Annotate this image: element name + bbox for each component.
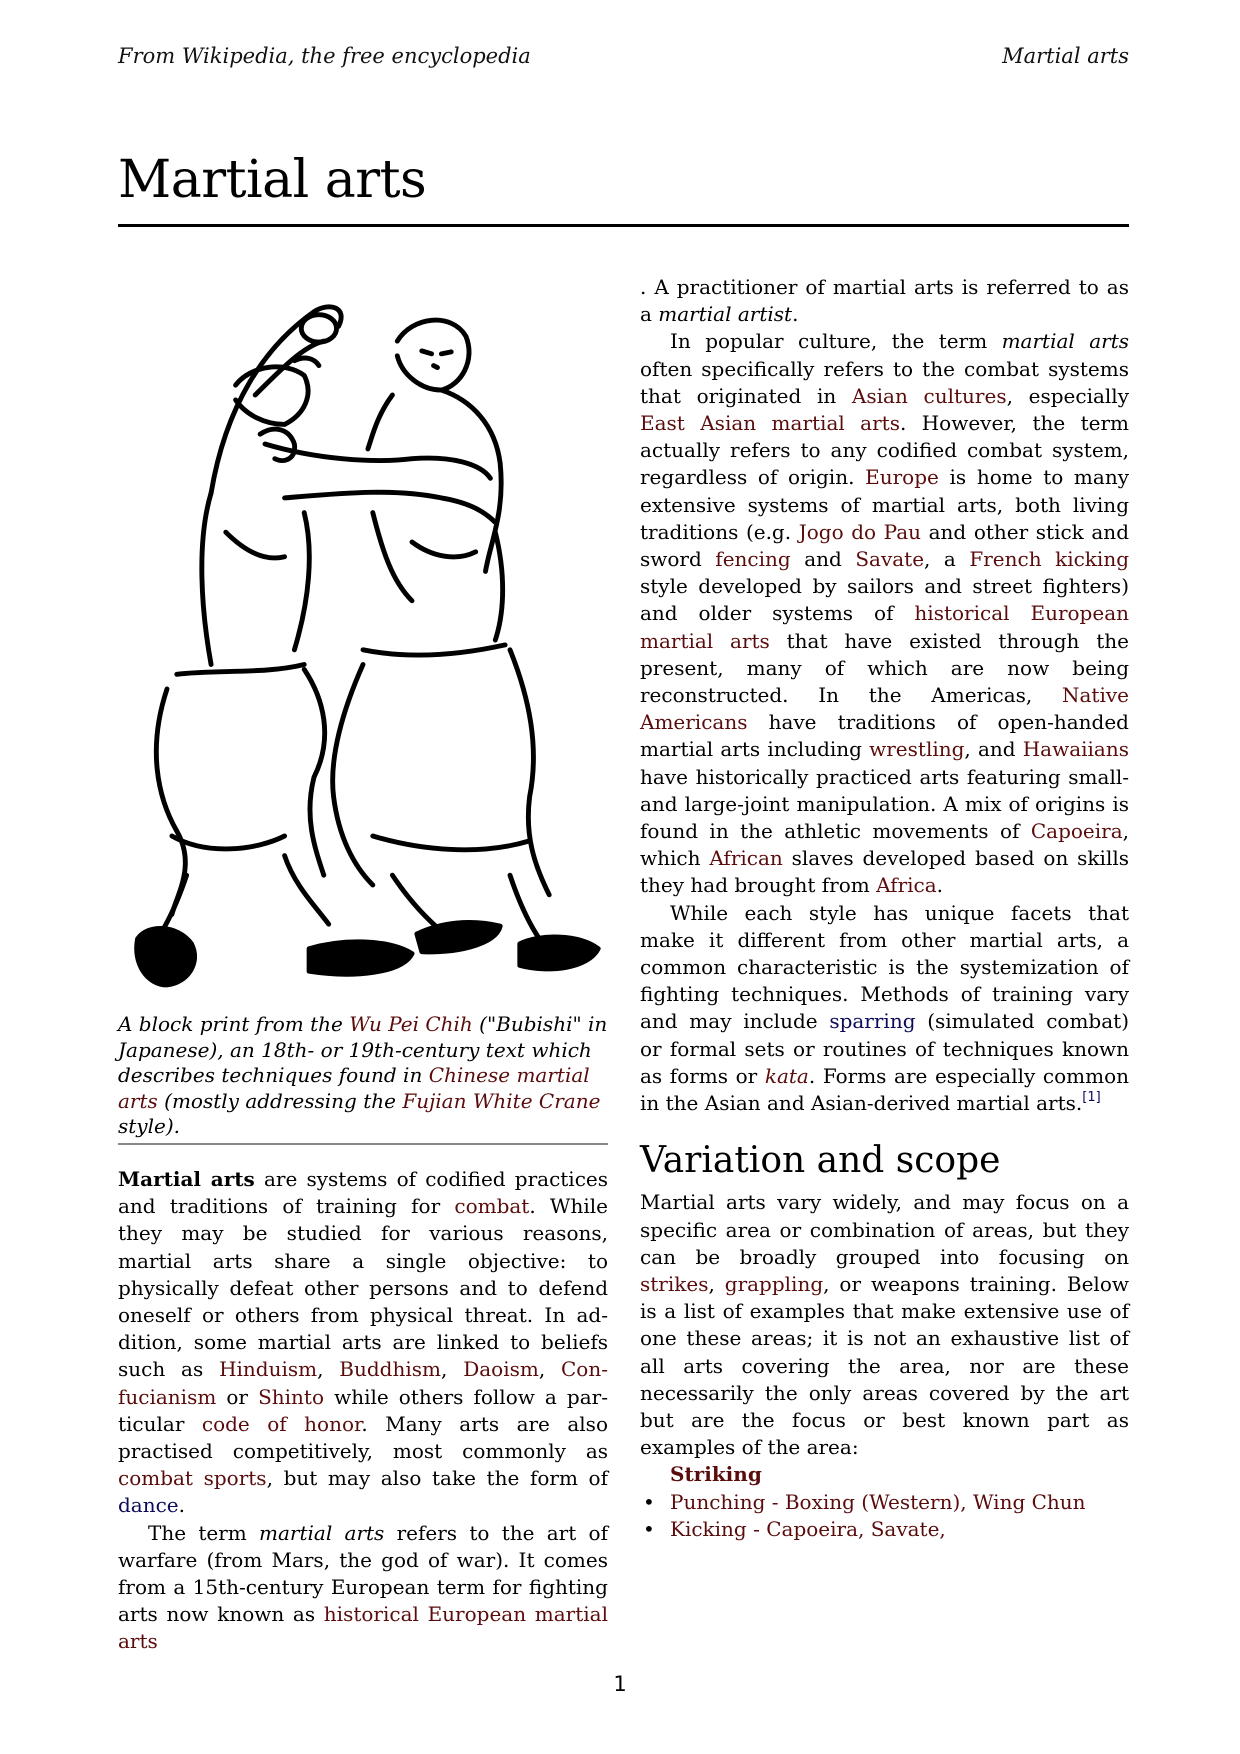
text: , or weapons training. Below is a list of examples that make extensive use of one these areas; it is not an exhaustive list of all arts covering the area, nor are these necessarily the only areas covered by the art but are the focus or best known part as examples of the area: xyxy=(640,1271,1129,1460)
link-historical-european-martial-arts-2[interactable]: historical European martial arts xyxy=(640,601,1129,653)
link-confucianism[interactable]: Confucianism xyxy=(118,1357,608,1409)
citation-link[interactable]: [1] xyxy=(1082,1090,1101,1106)
text: have traditions of open-handed martial arts including xyxy=(640,710,1129,762)
list-item-text: Kicking - Capoeira, Savate, xyxy=(670,1516,946,1541)
content-column-right xyxy=(640,274,1129,1543)
link-east-asian-martial-arts[interactable]: East Asian martial arts xyxy=(640,411,900,436)
section-heading-variation-and-scope: Variation and scope xyxy=(640,1140,1001,1182)
link-combat[interactable]: combat xyxy=(454,1194,530,1219)
text: , xyxy=(441,1357,464,1382)
text: or xyxy=(216,1384,259,1409)
text: Martial arts vary widely, and may focus on a specific area or combination of areas, but they can be broadly grouped into focusing on xyxy=(640,1190,1129,1269)
text: , a xyxy=(924,547,970,572)
text: While each style has unique facets that make it different from other martial arts, a common characteristic is the systemization of fighting techniques. Methods of training vary and may include xyxy=(640,900,1129,1034)
text: style developed by sailors and street fighters) and older systems of xyxy=(640,574,1129,626)
intro-paragraph-3 xyxy=(640,328,1129,899)
page-title: Martial arts xyxy=(118,150,427,210)
text: (simulated combat) or formal sets or routines of techniques known as forms or xyxy=(640,1009,1130,1088)
text: . Forms are especially common in the Asian and Asian-derived martial arts. xyxy=(640,1063,1130,1116)
caption-text: (mostly addressing the xyxy=(157,1088,403,1113)
intro-paragraph-1 xyxy=(118,1166,608,1520)
text: . Many arts are also practised competitively, most commonly as xyxy=(118,1411,608,1464)
header-article-title: Martial arts xyxy=(1002,44,1129,68)
intro-column-left xyxy=(118,1166,608,1656)
intro-paragraph-2-continued xyxy=(640,274,1129,328)
text: . While they may be studied for various reasons, martial arts share a single objective: to physically defeat other persons and to defend oneself or others from physical threat. In addition, some martial arts are linked to beliefs such as xyxy=(118,1194,609,1382)
bullet-icon: • xyxy=(643,1489,655,1514)
text: , xyxy=(538,1357,561,1382)
caption-text: style). xyxy=(118,1114,180,1138)
link-code-of-honor[interactable]: code of honor xyxy=(201,1411,362,1436)
intro-paragraph-4 xyxy=(640,900,1129,1118)
link-sparring[interactable]: sparring xyxy=(829,1009,916,1034)
link-hinduism[interactable]: Hinduism xyxy=(219,1357,318,1382)
link-fujian-white-crane[interactable]: Fujian White Crane xyxy=(402,1088,601,1113)
text: The term xyxy=(148,1520,260,1545)
kata-label: kata xyxy=(764,1063,809,1088)
link-strikes[interactable]: strikes xyxy=(640,1271,709,1296)
block-print-illustration-icon xyxy=(118,280,608,1000)
subheading-striking: Striking xyxy=(670,1462,762,1487)
text: slaves developed based on skills they had brought from xyxy=(640,846,1130,898)
title-divider xyxy=(118,224,1129,227)
text: . xyxy=(178,1493,186,1518)
text: is home to many extensive systems of martial arts, both living traditions (e.g. xyxy=(640,465,1129,544)
text: and other stick and sword xyxy=(640,519,1129,572)
link-historical-european-martial-arts[interactable]: historical European martial arts xyxy=(118,1602,608,1654)
bullet-icon: • xyxy=(643,1516,655,1541)
text: often specifically refers to the combat systems that originated in xyxy=(640,356,1129,408)
link-dance[interactable]: dance xyxy=(118,1493,179,1518)
text: while others follow a particular xyxy=(118,1384,608,1436)
link-grappling[interactable]: grappling xyxy=(724,1271,824,1296)
emphasis: martial arts xyxy=(1001,329,1129,354)
text: , which xyxy=(640,819,1129,871)
striking-examples-list xyxy=(640,1489,1129,1543)
link-capoeira[interactable]: Capoeira xyxy=(1030,819,1123,844)
link-shinto[interactable]: Shinto xyxy=(258,1384,324,1409)
list-item-text: Punching - Boxing (Western), Wing Chun xyxy=(670,1489,1086,1514)
caption-text: ("Bubishi" in Japanese), an 18th- or 19th-century text which describes techniques found in xyxy=(118,1012,608,1087)
emphasis: martial arts xyxy=(259,1520,385,1545)
link-europe[interactable]: Europe xyxy=(865,465,939,490)
list-item[interactable] xyxy=(640,1489,1129,1516)
link-fencing[interactable]: fencing xyxy=(715,547,791,572)
text: . A practitioner of martial arts is referred to as a xyxy=(640,275,1129,327)
figure-caption xyxy=(118,1012,608,1140)
running-header xyxy=(118,44,1129,68)
caption-divider xyxy=(118,1143,608,1145)
text: . xyxy=(792,302,799,327)
link-hawaiians[interactable]: Hawaiians xyxy=(1022,737,1129,762)
text: refers to the art of warfare (from Mars, the god of war). It comes from a 15th-century European term for fighting arts now known as xyxy=(118,1520,608,1627)
text: and xyxy=(790,547,856,572)
page-number: 1 xyxy=(613,1672,627,1696)
text: , xyxy=(708,1271,725,1296)
text: , especially xyxy=(1006,383,1129,408)
text: . xyxy=(936,873,944,898)
text: are systems of codified practices and traditions of training for xyxy=(118,1167,609,1219)
link-savate[interactable]: Savate xyxy=(855,547,925,572)
link-french-kicking[interactable]: French kicking xyxy=(969,547,1129,572)
lead-term: Martial arts xyxy=(118,1167,255,1191)
text: have historically practiced arts featuring small- and large-joint manipulation. A mix of origins is found in the athletic movements of xyxy=(640,764,1129,844)
link-wrestling[interactable]: wrestling xyxy=(869,737,965,762)
caption-text: A block print from the xyxy=(118,1012,350,1036)
link-african[interactable]: African xyxy=(709,846,783,871)
section-paragraph xyxy=(640,1189,1129,1461)
link-native-americans[interactable]: Native Americans xyxy=(640,683,1129,735)
text: , xyxy=(317,1357,340,1382)
link-daoism[interactable]: Daoism xyxy=(463,1357,539,1382)
link-jogo-do-pau[interactable]: Jogo do Pau xyxy=(798,519,922,544)
text: , but may also take the form of xyxy=(266,1466,608,1491)
intro-paragraph-2 xyxy=(118,1520,608,1656)
link-combat-sports[interactable]: combat sports xyxy=(118,1466,267,1491)
link-asian-cultures[interactable]: Asian cultures xyxy=(851,383,1007,408)
text: that have existed through the present, many of which are now being reconstructed. In the Americas, xyxy=(640,628,1129,708)
link-kata[interactable] xyxy=(765,1064,809,1088)
text: , and xyxy=(964,737,1023,762)
header-source: From Wikipedia, the free encyclopedia xyxy=(118,44,531,68)
text: In popular culture, the term xyxy=(670,329,1002,354)
emphasis: martial artist xyxy=(658,302,793,327)
link-buddhism[interactable]: Buddhism xyxy=(339,1357,441,1382)
link-chinese-martial-arts[interactable]: Chinese martial arts xyxy=(118,1063,590,1113)
link-wu-pei-chih[interactable]: Wu Pei Chih xyxy=(349,1012,473,1036)
list-item[interactable] xyxy=(640,1516,1129,1543)
text: . However, the term actually refers to any codified combat system, regardless of origin. xyxy=(640,411,1130,490)
link-africa[interactable]: Africa xyxy=(876,873,937,898)
